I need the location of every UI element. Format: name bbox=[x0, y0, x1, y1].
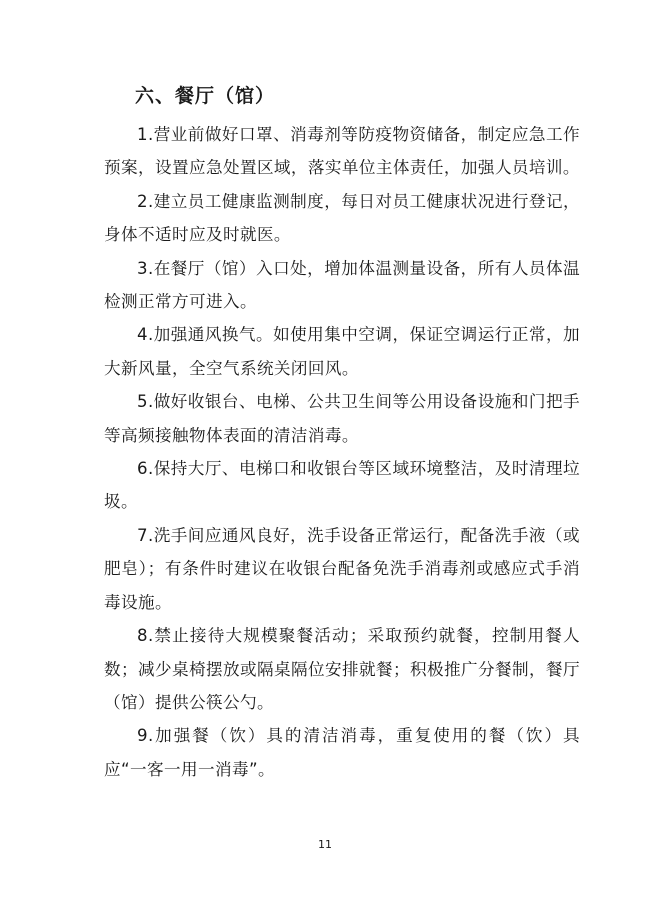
section-heading: 六、餐厅（馆） bbox=[135, 85, 276, 107]
page-number: 11 bbox=[318, 838, 332, 851]
section-body bbox=[104, 118, 580, 786]
paragraph-6: 6.保持大厅、电梯口和收银台等区域环境整洁，及时清理垃圾。 bbox=[104, 459, 580, 512]
paragraph-9: 9.加强餐（饮）具的清洁消毒，重复使用的餐（饮）具应“一客一用一消毒”。 bbox=[104, 726, 580, 779]
paragraph-8: 8.禁止接待大规模聚餐活动；采取预约就餐，控制用餐人数；减少桌椅摆放或隔桌隔位安排就餐；积极推广分餐制，餐厅（馆）提供公筷公勺。 bbox=[104, 626, 580, 712]
paragraph-4: 4.加强通风换气。如使用集中空调，保证空调运行正常，加大新风量，全空气系统关闭回风。 bbox=[104, 325, 580, 378]
paragraph-2: 2.建立员工健康监测制度，每日对员工健康状况进行登记，身体不适时应及时就医。 bbox=[104, 191, 580, 245]
paragraph-3: 3.在餐厅（馆）入口处，增加体温测量设备，所有人员体温检测正常方可进入。 bbox=[104, 258, 580, 312]
paragraph-1: 1.营业前做好口罩、消毒剂等防疫物资储备，制定应急工作预案，设置应急处置区域，落实单位主体责任，加强人员培训。 bbox=[104, 125, 580, 178]
paragraph-7: 7.洗手间应通风良好，洗手设备正常运行，配备洗手液（或肥皂）；有条件时建议在收银台配备免洗手消毒剂或感应式手消毒设施。 bbox=[104, 525, 580, 612]
paragraph-5: 5.做好收银台、电梯、公共卫生间等公用设备设施和门把手等高频接触物体表面的清洁消毒。 bbox=[104, 392, 580, 445]
